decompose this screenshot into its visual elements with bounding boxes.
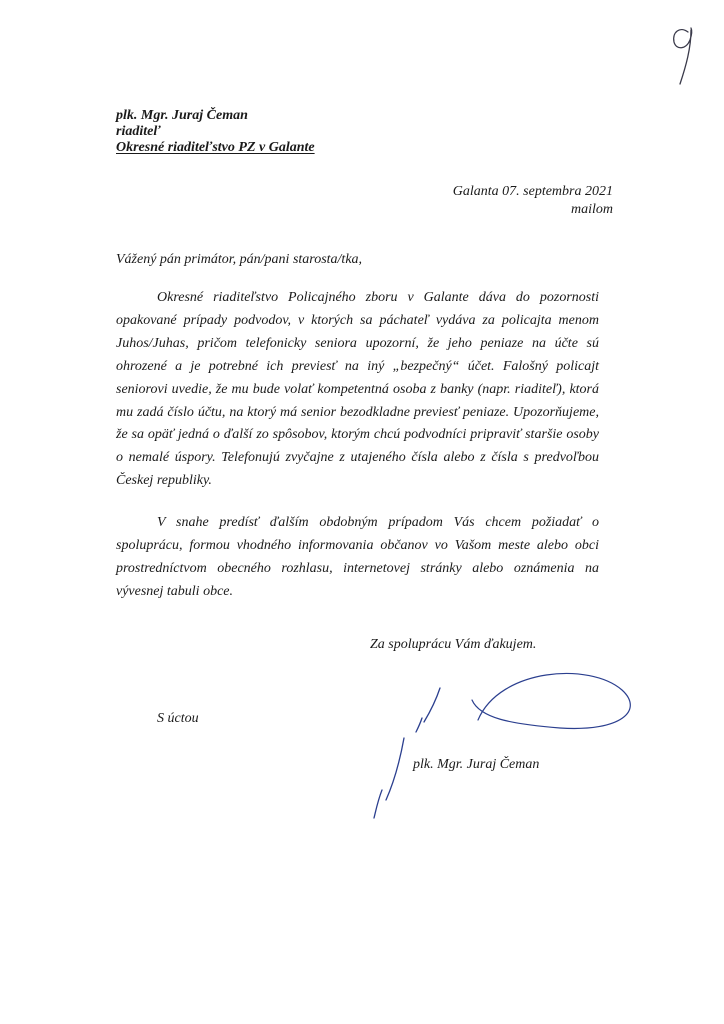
closing-regards: S úctou: [157, 711, 199, 726]
thanks-line: Za spoluprácu Vám ďakujem.: [370, 637, 537, 652]
dateline: [453, 183, 613, 219]
handwritten-page-number: [666, 18, 706, 88]
sender-title: riaditeľ: [116, 124, 161, 139]
sender-organization: Okresné riaditeľstvo PZ v Galante: [116, 140, 315, 155]
salutation: Vážený pán primátor, pán/pani starosta/tka,: [116, 252, 363, 267]
signer-name: plk. Mgr. Juraj Čeman: [413, 757, 540, 772]
body-paragraph-1: Okresné riaditeľstvo Policajného zboru v Galante dáva do pozornosti opakované prípady podvodov, v ktorých sa páchateľ vydáva za policajta menom Juhos/Juhas, pričom telefonicky seniora upozorní, že jeho peniaze na účte sú ohrozené a je potrebné ich previesť na iný „bezpečný“ účet. Falošný policajt seniorovi uvedie, že mu bude volať kompetentná osoba z banky (napr. riaditeľ), ktorá mu zadá číslo účtu, na ktorý má senior bezodkladne previesť peniaze. Upozorňujeme, že sa opäť jedná o ďalší zo spôsobov, ktorým chcú podvodníci pripraviť staršie osoby o nemalé úspory. Telefonujú zvyčajne z utajeného čísla alebo z čísla s predvoľbou Českej republiky.: [116, 290, 599, 489]
delivery-method: mailom: [571, 202, 613, 217]
body-paragraph-2: V snahe predísť ďalším obdobným prípadom Vás chcem požiadať o spoluprácu, formou vhodného informovania občanov vo Vašom meste alebo obci prostredníctvom obecného rozhlasu, internetovej stránky alebo oznámenia na vývesnej tabuli obce.: [116, 515, 599, 599]
sender-name: plk. Mgr. Juraj Čeman: [116, 108, 248, 123]
letter-date: Galanta 07. septembra 2021: [452, 184, 613, 199]
handwritten-signature: [360, 660, 650, 830]
sender-block: [116, 108, 315, 156]
